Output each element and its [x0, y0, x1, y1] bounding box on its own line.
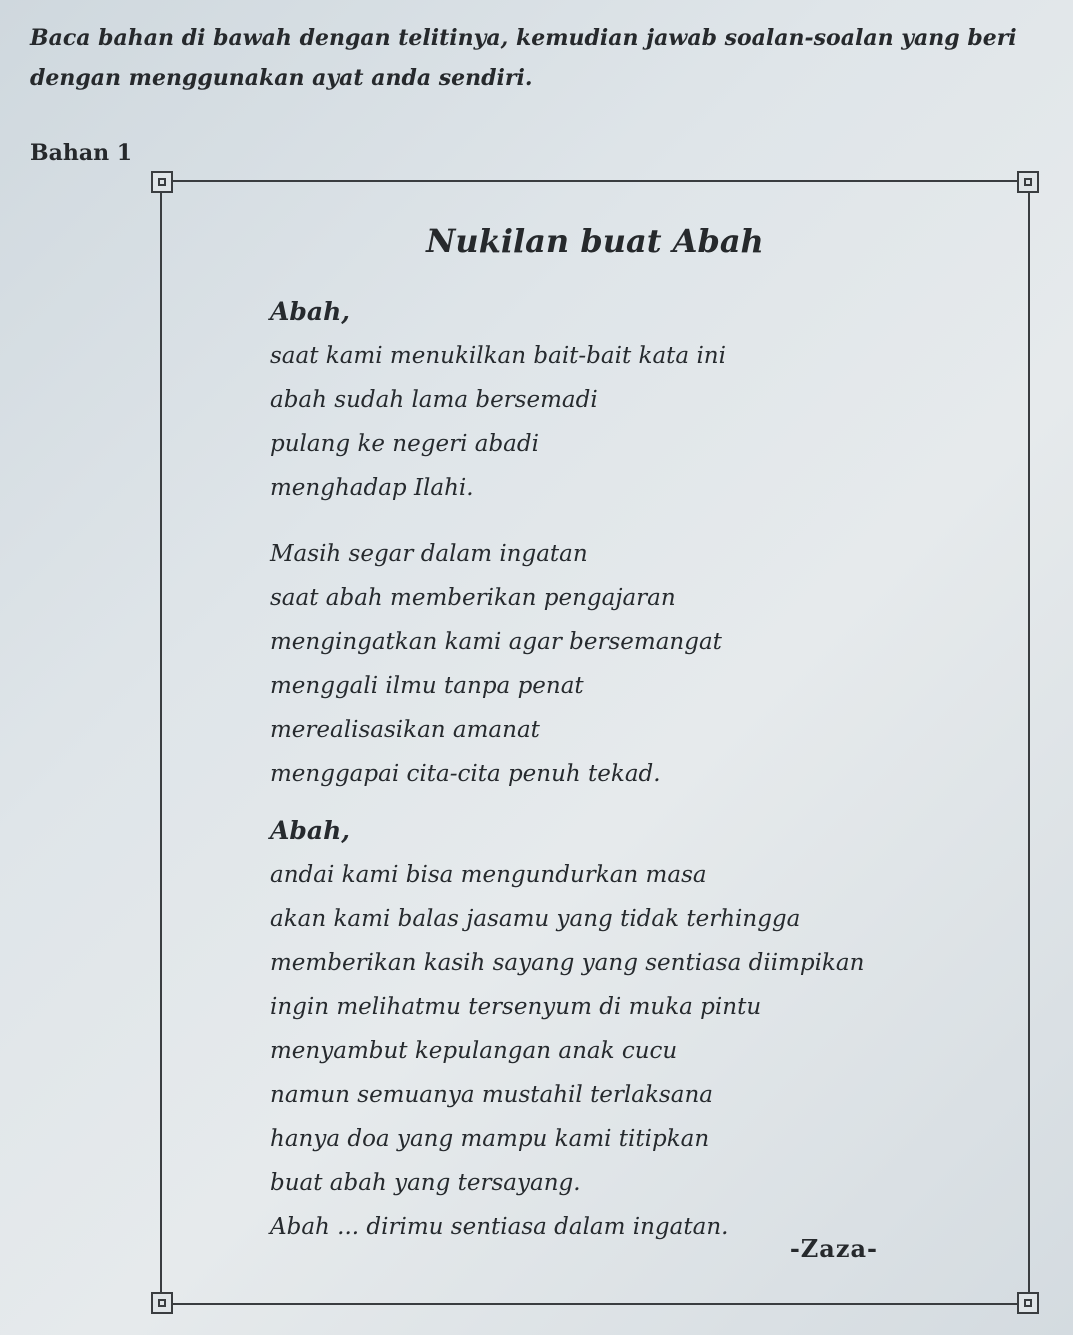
poem-stanza-2 — [270, 532, 722, 796]
poem-line: menghadap Ilahi. — [270, 475, 474, 501]
poem-stanza-1 — [270, 290, 726, 510]
poem-line: memberikan kasih sayang yang sentiasa diimpikan — [270, 950, 865, 976]
poem-line: Abah, — [270, 297, 350, 326]
poem-line: akan kami balas jasamu yang tidak terhingga — [270, 906, 801, 932]
instruction-line-1: Baca bahan di bawah dengan telitinya, kemudian jawab soalan-soalan yang beri — [30, 25, 1017, 51]
poem-line: Abah, — [270, 816, 350, 845]
poem-line: abah sudah lama bersemadi — [270, 387, 598, 413]
poem-line: ingin melihatmu tersenyum di muka pintu — [270, 994, 762, 1020]
instruction-line-2: dengan menggunakan ayat anda sendiri. — [30, 65, 533, 91]
corner-ornament-top-right — [1017, 171, 1039, 193]
poem-line: mengingatkan kami agar bersemangat — [270, 629, 722, 655]
poem-line: menggapai cita-cita penuh tekad. — [270, 761, 661, 787]
instruction-text — [30, 18, 1070, 98]
corner-ornament-top-left — [151, 171, 173, 193]
poem-line: hanya doa yang mampu kami titipkan — [270, 1126, 710, 1152]
poem-stanza-3 — [270, 809, 864, 1249]
poem-line: Masih segar dalam ingatan — [270, 541, 588, 567]
poem-line: Abah ... dirimu sentiasa dalam ingatan. — [270, 1214, 729, 1240]
poem-author: -Zaza- — [789, 1234, 878, 1263]
poem-line: buat abah yang tersayang. — [270, 1170, 581, 1196]
corner-ornament-bottom-left — [151, 1292, 173, 1314]
poem-line: merealisasikan amanat — [270, 717, 540, 743]
poem-title: Nukilan buat Abah — [426, 222, 764, 260]
poem-line: saat abah memberikan pengajaran — [270, 585, 676, 611]
poem-line: pulang ke negeri abadi — [270, 431, 539, 457]
corner-ornament-bottom-right — [1017, 1292, 1039, 1314]
poem-line: menggali ilmu tanpa penat — [270, 673, 584, 699]
poem-frame — [160, 180, 1030, 1305]
poem-line: namun semuanya mustahil terlaksana — [270, 1082, 713, 1108]
poem-line: andai kami bisa mengundurkan masa — [270, 862, 707, 888]
poem-line: saat kami menukilkan bait-bait kata ini — [270, 343, 726, 369]
section-label: Bahan 1 — [30, 140, 133, 166]
poem-line: menyambut kepulangan anak cucu — [270, 1038, 678, 1064]
